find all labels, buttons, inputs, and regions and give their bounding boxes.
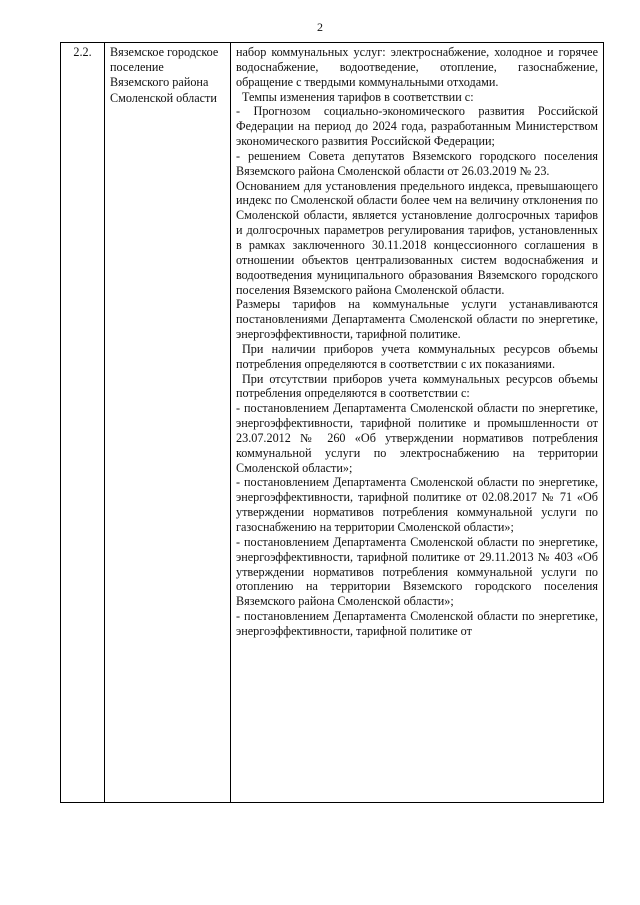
paragraph: - постановлением Департамента Смоленской области по энергетике, энергоэффективности, тарифной политике от 29.11.2013 № 403 «Об утверждении нормативов потребления коммунальной услуги по отоплению на территории Вяземского городского поселения Вяземского района Смоленской области»; [236, 534, 598, 609]
paragraph: При наличии приборов учета коммунальных ресурсов объемы потребления определяются в соответствии с их показаниями. [236, 341, 598, 371]
paragraph: При отсутствии приборов учета коммунальных ресурсов объемы потребления определяются в соответствии с: [236, 371, 598, 401]
entity-line: Смоленской области [110, 90, 217, 105]
table-row [61, 43, 604, 803]
paragraph: набор коммунальных услуг: электроснабжение, холодное и горячее водоснабжение, водоотведение, отопление, газоснабжение, обращение с твердыми коммунальными отходами. [236, 45, 598, 89]
paragraph: - постановлением Департамента Смоленской области по энергетике, энергоэффективности, тарифной политике от 02.08.2017 № 71 «Об утверждении нормативов потребления коммунальной услуги по газоснабжению на территории Смоленской области»; [236, 475, 598, 534]
paragraph: - решением Совета депутатов Вяземского городского поселения Вяземского района Смоленской области от 26.03.2019 № 23. [236, 148, 598, 178]
paragraph: Темпы изменения тарифов в соответствии с: [242, 89, 474, 104]
document-table [60, 42, 604, 803]
paragraph: - постановлением Департамента Смоленской области по энергетике, энергоэффективности, тарифной политике и промышленности от 23.07.2012 № 260 «Об утверждении нормативов потребления коммунальной услуги по электроснабжению на территории Смоленской области»; [236, 401, 598, 475]
entity-line: Вяземское городское [110, 45, 219, 59]
description-text [231, 43, 604, 803]
entity-line: поселение [110, 60, 164, 75]
paragraph: - постановлением Департамента Смоленской области по энергетике, энергоэффективности, тарифной политике от [236, 609, 598, 638]
entity-line: Вяземского района [110, 75, 209, 90]
paragraph: Размеры тарифов на коммунальные услуги устанавливаются постановлениями Департамента Смоленской области по энергетике, энергоэффективности, тарифной политике. [236, 297, 598, 342]
paragraph: Основанием для установления предельного индекса, превышающего индекс по Смоленской области более чем на величину отклонения по Смоленской области, является установление долгосрочных тарифов и долгосрочных параметров регулирования тарифов, установленных в рамках заключенного 30.11.2018 концессионного соглашения в отношении объектов централизованных систем водоснабжения и водоотведения муниципального образования Вяземского городского поселения Вяземского района Смоленской области. [236, 178, 598, 297]
row-number: 2.2. [61, 43, 105, 803]
paragraph: - Прогнозом социально-экономического развития Российской Федерации на период до 2024 года, разработанным Министерством экономического развития Российской Федерации; [236, 104, 598, 149]
entity-name [105, 43, 231, 803]
page-number: 2 [317, 20, 323, 34]
